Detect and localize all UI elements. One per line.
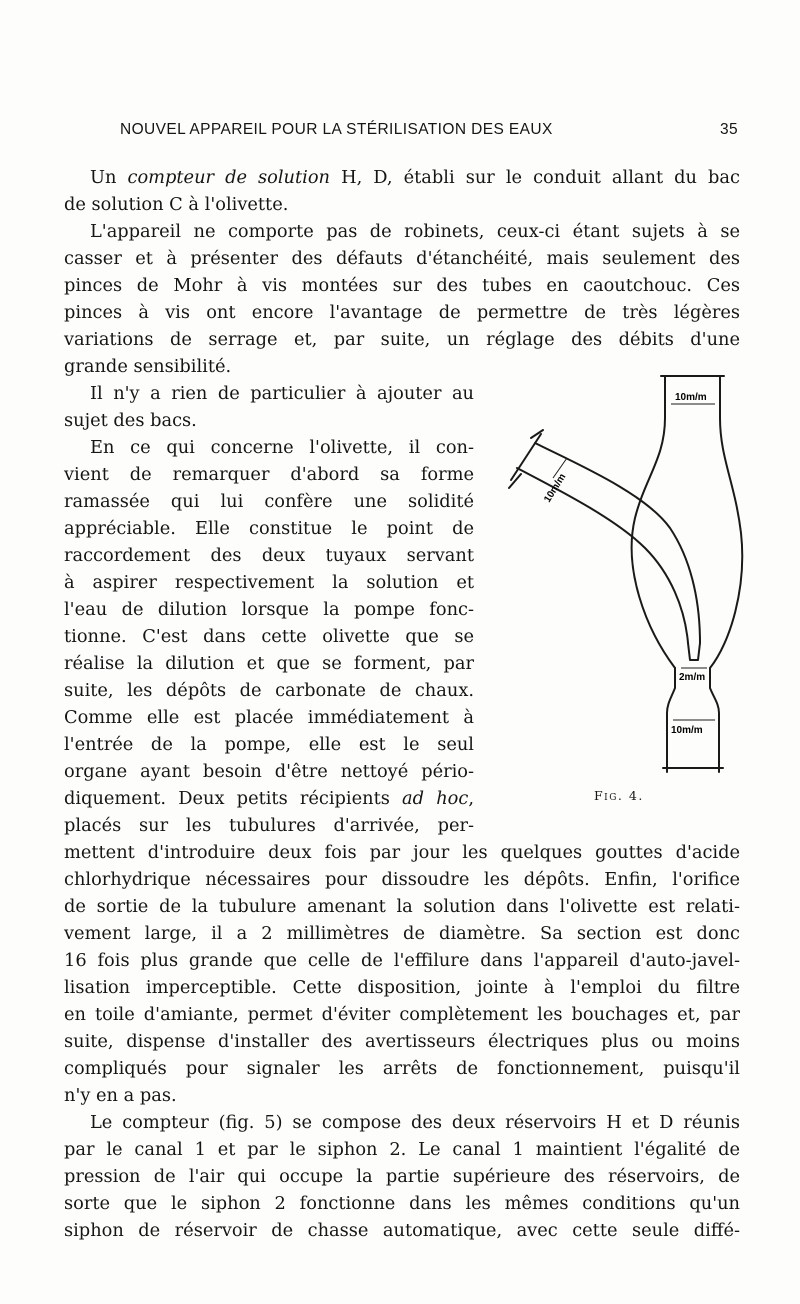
text-line: pinces de Mohr à vis montées sur des tubes en caoutchouc. Ces (64, 275, 740, 296)
text-line: sorte que le siphon 2 fonctionne dans les mêmes conditions qu'un (64, 1193, 740, 1214)
figure-caption: Fig. 4. (594, 788, 644, 803)
text-line: variations de serrage et, par suite, un réglage des débits d'une (64, 329, 740, 350)
text-line: à aspirer respectivement la solution et (64, 572, 474, 593)
text-line: vient de remarquer d'abord sa forme (64, 464, 474, 485)
text-line: siphon de réservoir de chasse automatique, avec cette seule diffé- (64, 1220, 740, 1241)
text-line: En ce qui concerne l'olivette, il con- (90, 437, 474, 458)
text-line: de solution C à l'olivette. (64, 194, 289, 215)
page-number: 35 (719, 121, 738, 138)
text-line: n'y en a pas. (64, 1085, 177, 1106)
text-line: par le canal 1 et par le siphon 2. Le canal 1 maintient l'égalité de (64, 1139, 740, 1160)
text-line: ramassée qui lui confère une solidité (64, 491, 474, 512)
text-line: suite, dispense d'installer des avertisseurs électriques plus ou moins (64, 1031, 740, 1052)
italic-term: ad hoc (402, 788, 469, 809)
dimension-label-branch: 10m/m (542, 471, 569, 505)
text-line: réalise la dilution et que se forment, par (64, 653, 474, 674)
running-title: NOUVEL APPAREIL POUR LA STÉRILISATION DES EAUX (120, 121, 553, 138)
text-line: compliqués pour signaler les arrêts de fonctionnement, puisqu'il (64, 1058, 740, 1079)
text-line: pression de l'air qui occupe la partie supérieure des réservoirs, de (64, 1166, 740, 1187)
text-line: 16 fois plus grande que celle de l'effilure dans l'appareil d'auto-javel- (64, 950, 740, 971)
olivette-figure (495, 368, 750, 788)
text-line: l'eau de dilution lorsque la pompe fonc- (64, 599, 474, 620)
text-line: l'entrée de la pompe, elle est le seul (64, 734, 474, 755)
text-line: Il n'y a rien de particulier à ajouter au (90, 383, 474, 404)
text-line: raccordement des deux tuyaux servant (64, 545, 474, 566)
text-line: grande sensibilité. (64, 356, 232, 377)
side-branch-tube (517, 443, 700, 643)
italic-term: compteur de solution (127, 167, 331, 188)
text-line: placés sur les tubulures d'arrivée, per- (64, 815, 474, 836)
dimension-label-tip: 2m/m (679, 672, 706, 683)
text-line: tionne. C'est dans cette olivette que se (64, 626, 474, 647)
bottom-tube (667, 668, 719, 768)
text-line: suite, les dépôts de carbonate de chaux. (64, 680, 474, 701)
text-line: appréciable. Elle constitue le point de (64, 518, 474, 539)
dimension-label-top: 10m/m (675, 392, 707, 403)
text-line: sujet des bacs. (64, 410, 197, 431)
text-line: mettent d'introduire deux fois par jour les quelques gouttes d'acide (64, 842, 740, 863)
running-header (120, 121, 738, 147)
dimension-label-bottom: 10m/m (671, 725, 703, 736)
text-line: casser et à présenter des défauts d'étanchéité, mais seulement des (64, 248, 740, 269)
text-line: pinces à vis ont encore l'avantage de permettre de très légères (64, 302, 740, 323)
text-line: vement large, il a 2 millimètres de diamètre. Sa section est donc (64, 923, 740, 944)
text-line: diquement. Deux petits récipients ad hoc, (64, 788, 474, 809)
text-line: Le compteur (fig. 5) se compose des deux réservoirs H et D réunis (90, 1112, 740, 1133)
text-line: de sortie de la tubulure amenant la solution dans l'olivette est relati- (64, 896, 740, 917)
text-line: lisation imperceptible. Cette disposition, jointe à l'emploi du filtre (64, 977, 740, 998)
text-line: en toile d'amiante, permet d'éviter complètement les bouchages et, par (64, 1004, 740, 1025)
text-line: chlorhydrique nécessaires pour dissoudre les dépôts. Enfin, l'orifice (64, 869, 740, 890)
text-line: Un compteur de solution H, D, établi sur le conduit allant du bac (90, 167, 740, 188)
text-line: Comme elle est placée immédiatement à (64, 707, 474, 728)
text-line: L'appareil ne comporte pas de robinets, ceux-ci étant sujets à se (90, 221, 740, 242)
text-line: organe ayant besoin d'être nettoyé pério- (64, 761, 474, 782)
